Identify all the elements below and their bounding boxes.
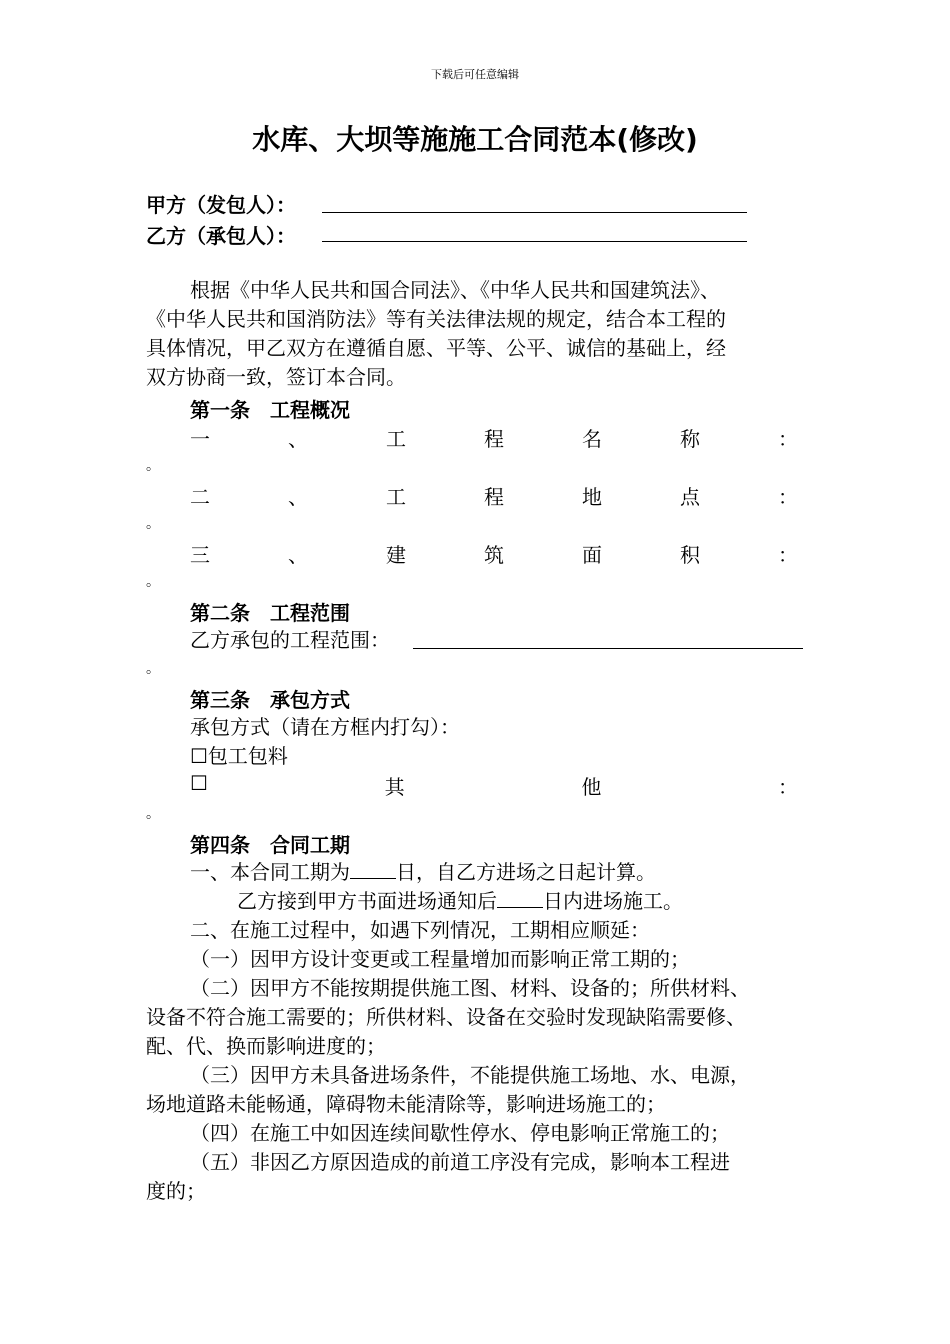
item-char: 三 [190, 543, 210, 567]
intro-line-2: 《中华人民共和国消防法》等有关法律法规的规定，结合本工程的 [146, 307, 726, 331]
project-location-row [190, 481, 798, 510]
building-area-row [190, 539, 798, 568]
intro-line-4: 双方协商一致，签订本合同。 [146, 365, 406, 389]
item-char: 面 [582, 543, 602, 567]
clause-3-line-2: 场地道路未能畅通，障碍物未能清除等，影响进场施工的； [146, 1092, 666, 1116]
item-char: ： [778, 485, 798, 509]
item-char: 、 [288, 485, 308, 509]
item-char: ： [778, 775, 798, 799]
item-char: 其 [384, 775, 405, 799]
article-2-heading: 第二条 工程范围 [190, 601, 350, 625]
item-char: 一 [190, 427, 210, 451]
period-line-2 [237, 887, 683, 916]
item-char: 筑 [484, 543, 504, 567]
item-char: 建 [386, 543, 406, 567]
document-title: 水库、大坝等施施工合同范本(修改) [252, 123, 698, 156]
clause-5-line-1: （五）非因乙方原因造成的前道工序没有完成，影响本工程进 [190, 1150, 730, 1174]
article-4-heading: 第四条 合同工期 [190, 833, 350, 857]
item-char: 程 [484, 485, 504, 509]
clause-2-line-2: 设备不符合施工需要的；所供材料、设备在交验时发现缺陷需要修、 [146, 1005, 746, 1029]
notice-text-a: 乙方接到甲方书面进场通知后 [237, 889, 497, 913]
item-char: 地 [582, 485, 602, 509]
party-b-blank[interactable] [322, 241, 747, 242]
period-text-b: 日，自乙方进场之日起计算。 [396, 860, 656, 884]
scope-label: 乙方承包的工程范围： [190, 628, 390, 652]
item-char: 他 [581, 775, 602, 799]
days-blank[interactable] [350, 860, 396, 879]
clause-4: （四）在施工中如因连续间歇性停水、停电影响正常施工的； [190, 1121, 730, 1145]
entry-days-blank[interactable] [497, 889, 543, 908]
option-labor-and-materials[interactable]: ☐包工包料 [190, 744, 288, 768]
item-char: 、 [288, 543, 308, 567]
item-char: ： [778, 543, 798, 567]
item-char: 二 [190, 485, 210, 509]
article-3-heading: 第三条 承包方式 [190, 688, 350, 712]
contract-mode-instruction: 承包方式（请在方框内打勾）： [190, 715, 460, 739]
item-char: 名 [582, 427, 602, 451]
page-header-note: 下载后可任意编辑 [431, 68, 519, 81]
item-char: 程 [484, 427, 504, 451]
period-mark: 。 [146, 458, 160, 474]
clause-1: （一）因甲方设计变更或工程量增加而影响正常工期的； [190, 947, 690, 971]
period-mark: 。 [146, 806, 160, 822]
period-mark: 。 [146, 516, 160, 532]
item-char: 、 [288, 427, 308, 451]
party-a-label: 甲方（发包人）： [146, 193, 296, 217]
scope-blank[interactable] [413, 648, 803, 649]
extension-intro: 二、在施工过程中，如遇下列情况，工期相应顺延： [190, 918, 650, 942]
checkbox-icon[interactable]: ☐ [190, 771, 208, 795]
clause-2-line-3: 配、代、换而影响进度的； [146, 1034, 386, 1058]
clause-2-line-1: （二）因甲方不能按期提供施工图、材料、设备的；所供材料、 [190, 976, 750, 1000]
item-char: 积 [680, 543, 700, 567]
period-mark: 。 [146, 574, 160, 590]
project-name-row [190, 423, 798, 452]
period-line-1 [190, 858, 656, 887]
clause-5-line-2: 度的； [146, 1179, 206, 1203]
item-char: ： [778, 427, 798, 451]
party-b-label: 乙方（承包人）： [146, 224, 296, 248]
article-1-heading: 第一条 工程概况 [190, 398, 350, 422]
item-char: 点 [680, 485, 700, 509]
item-char: 工 [386, 427, 406, 451]
intro-line-1: 根据《中华人民共和国合同法》、《中华人民共和国建筑法》、 [190, 278, 720, 302]
clause-3-line-1: （三）因甲方未具备进场条件，不能提供施工场地、水、电源， [190, 1063, 750, 1087]
period-text-a: 一、本合同工期为 [190, 860, 350, 884]
party-a-blank[interactable] [322, 212, 747, 213]
intro-line-3: 具体情况，甲乙双方在遵循自愿、平等、公平、诚信的基础上，经 [146, 336, 726, 360]
option-other-row[interactable] [190, 771, 798, 800]
period-mark: 。 [146, 661, 160, 677]
item-char: 工 [386, 485, 406, 509]
notice-text-b: 日内进场施工。 [543, 889, 683, 913]
item-char: 称 [680, 427, 700, 451]
